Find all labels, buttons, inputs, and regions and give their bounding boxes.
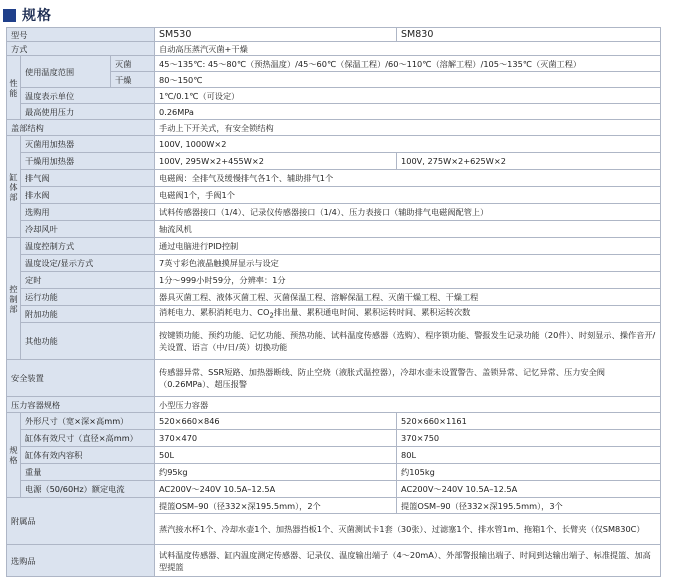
value-part: 消耗电力、累积消耗电力、CO	[159, 307, 270, 318]
row-value: 电磁阀：全排气及缓慢排气各1个、辅助排气1个	[155, 170, 661, 187]
table-row	[7, 413, 661, 430]
table-row	[7, 204, 661, 221]
table-row	[7, 360, 661, 397]
table-row	[7, 255, 661, 272]
row-value-sm830: 80L	[397, 447, 661, 464]
method-label: 方式	[7, 42, 155, 56]
row-value: 试料传感器接口（1/4）、记录仪传感器接口（1/4）、压力表接口（辅助排气电磁阀配管上）	[155, 204, 661, 221]
control-group: 控制部	[7, 238, 21, 360]
table-row	[7, 136, 661, 153]
table-row	[7, 120, 661, 136]
table-row	[7, 272, 661, 289]
table-row	[7, 464, 661, 481]
temp-range-label: 使用温度范围	[21, 56, 111, 88]
model-header-label: 型号	[7, 28, 155, 42]
row-value: 电磁阀1个，手阀1个	[155, 187, 661, 204]
value-subscript: 2	[269, 311, 274, 320]
sterilize-label: 灭菌	[111, 56, 155, 72]
row-value-sm830: 370×750	[397, 430, 661, 447]
table-row	[7, 88, 661, 104]
row-value-sm530: 约95kg	[155, 464, 397, 481]
row-value-sm830: 100V, 275W×2+625W×2	[397, 153, 661, 170]
table-row	[7, 42, 661, 56]
row-value	[155, 306, 661, 323]
title-square-icon	[3, 9, 16, 22]
vessel-value: 小型压力容器	[155, 397, 661, 413]
sterilize-value: 45～135℃: 45～80℃（预热温度）/45～60℃（保温工程）/60～110℃（溶解工程）/105～135℃（灭菌工程）	[155, 56, 661, 72]
row-label: 温度设定/显示方式	[21, 255, 155, 272]
table-row	[7, 447, 661, 464]
row-label: 排水阀	[21, 187, 155, 204]
table-row	[7, 397, 661, 413]
basket-sm830: 提篮OSM–90（径332×深195.5mm），3个	[397, 498, 661, 514]
row-label: 定时	[21, 272, 155, 289]
row-label: 外形尺寸（宽×深×高mm）	[21, 413, 155, 430]
row-value: 7英寸彩色液晶触摸屏显示与设定	[155, 255, 661, 272]
vessel-label: 压力容器规格	[7, 397, 155, 413]
row-label: 温度控制方式	[21, 238, 155, 255]
options-label: 选购品	[7, 545, 155, 577]
table-row	[7, 481, 661, 498]
table-row	[7, 323, 661, 360]
row-value-sm830: 520×660×1161	[397, 413, 661, 430]
row-label: 其他功能	[21, 323, 155, 360]
method-value: 自动高压蒸汽灭菌+干燥	[155, 42, 661, 56]
row-value: 通过电脑进行PID控制	[155, 238, 661, 255]
safety-label: 安全装置	[7, 360, 155, 397]
table-row	[7, 153, 661, 170]
model-sm530: SM530	[155, 28, 397, 42]
accessories-label: 附属品	[7, 498, 155, 545]
dry-value: 80～150℃	[155, 72, 661, 88]
dry-label: 干燥	[111, 72, 155, 88]
spec-group: 规格	[7, 413, 21, 498]
table-row	[7, 28, 661, 42]
row-value: 器具灭菌工程、液体灭菌工程、灭菌保温工程、溶解保温工程、灭菌干燥工程、干燥工程	[155, 289, 661, 306]
row-label: 排气阀	[21, 170, 155, 187]
table-row	[7, 545, 661, 577]
row-value-sm830: 约105kg	[397, 464, 661, 481]
table-row	[7, 289, 661, 306]
basket-sm530: 提篮OSM–90（径332×深195.5mm），2个	[155, 498, 397, 514]
table-row	[7, 104, 661, 120]
row-label: 附加功能	[21, 306, 155, 323]
row-value-sm530: 50L	[155, 447, 397, 464]
model-sm830: SM830	[397, 28, 661, 42]
table-row	[7, 238, 661, 255]
spec-table	[6, 27, 661, 577]
table-row	[7, 56, 661, 72]
safety-value: 传感器异常、SSR短路、加热器断线、防止空烧（液胀式温控器），冷却水壶未设置警告、盖锁异常、记忆异常、压力安全阀（0.26MPa）、超压报警	[155, 360, 661, 397]
row-value: 按键锁功能、预约功能、记忆功能、预热功能、试料温度传感器（选购）、程序锁功能、警报发生记录功能（20件）、时刻显示、操作音开/关设置、语言（中/日/英）切换功能	[155, 323, 661, 360]
unit-label: 温度表示单位	[21, 88, 155, 104]
section-title	[3, 6, 52, 24]
table-row	[7, 187, 661, 204]
row-label: 冷却风叶	[21, 221, 155, 238]
row-label: 运行功能	[21, 289, 155, 306]
row-value: 轴流风机	[155, 221, 661, 238]
performance-group: 性能	[7, 56, 21, 120]
row-label: 灭菌用加热器	[21, 136, 155, 153]
row-value-sm830: AC200V～240V 10.5A–12.5A	[397, 481, 661, 498]
section-title-text: 规格	[22, 8, 52, 24]
table-row	[7, 498, 661, 514]
table-row	[7, 306, 661, 323]
accessories-value: 蒸汽接水杯1个、冷却水壶1个、加热器挡板1个、灭菌测试卡1套（30张）、过滤塞1个、排水管1m、拖箱1个、长臂夹（仅SM830C）	[155, 514, 661, 545]
row-label: 缸体有效尺寸（直径×高mm）	[21, 430, 155, 447]
options-value: 试料温度传感器、缸内温度测定传感器、记录仪、温度输出端子（4～20mA）、外部警报输出端子、时间到达输出端子、标准提篮、加高型提篮	[155, 545, 661, 577]
chamber-group: 缸体部	[7, 136, 21, 238]
row-value-sm530: 370×470	[155, 430, 397, 447]
table-row	[7, 430, 661, 447]
row-label: 缸体有效内容积	[21, 447, 155, 464]
table-row	[7, 221, 661, 238]
lid-value: 手动上下开关式，有安全锁结构	[155, 120, 661, 136]
value-part: 排出量、累积通电时间、累积运转时间、累积运转次数	[273, 307, 471, 318]
lid-label: 盖部结构	[7, 120, 155, 136]
row-value-sm530: AC200V～240V 10.5A–12.5A	[155, 481, 397, 498]
row-value: 100V, 1000W×2	[155, 136, 661, 153]
row-value-sm530: 100V, 295W×2+455W×2	[155, 153, 397, 170]
row-label: 重量	[21, 464, 155, 481]
table-row	[7, 170, 661, 187]
row-label: 电源（50/60Hz）额定电流	[21, 481, 155, 498]
pressure-value: 0.26MPa	[155, 104, 661, 120]
row-label: 干燥用加热器	[21, 153, 155, 170]
pressure-label: 最高使用压力	[21, 104, 155, 120]
row-label: 选购用	[21, 204, 155, 221]
unit-value: 1℃/0.1℃（可设定）	[155, 88, 661, 104]
row-value: 1分～999小时59分，分辨率：1分	[155, 272, 661, 289]
row-value-sm530: 520×660×846	[155, 413, 397, 430]
